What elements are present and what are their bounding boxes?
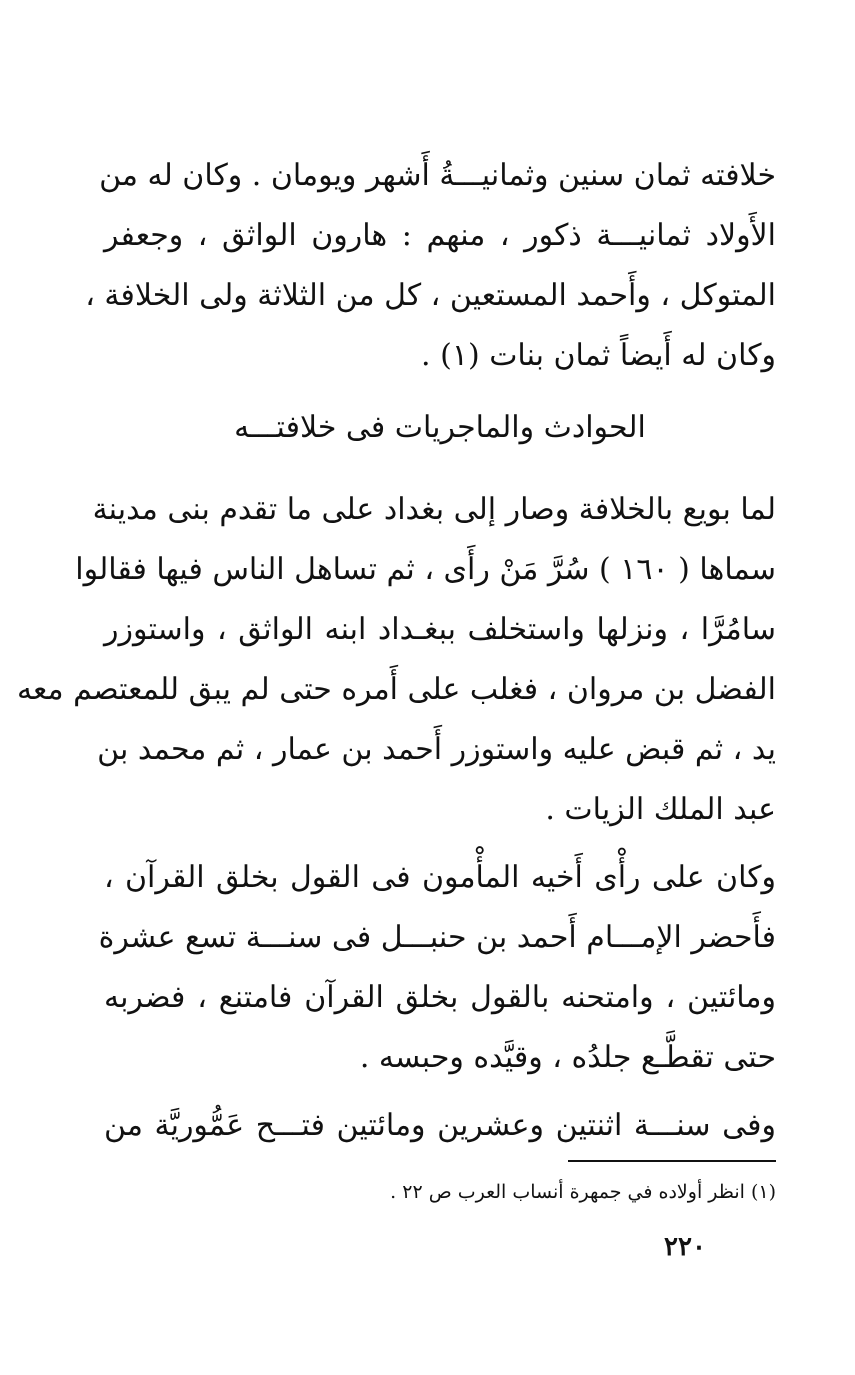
text-line: فأَحضر الإمـــام أَحمد بن حنبـــل فى سنـــة تسع عشرة xyxy=(98,920,776,955)
text-line: عبد الملك الزيات . xyxy=(545,792,776,827)
section-heading: الحوادث والماجريات فى خلافتـــه xyxy=(234,410,646,445)
text-line: الأَولاد ثمانيـــة ذكور ، منهم : هارون الواثق ، وجعفر xyxy=(104,218,776,253)
text-line: لما بويع بالخلافة وصار إلى بغداد على ما تقدم بنى مدينة xyxy=(92,492,776,527)
text-line: وكان له أَيضاً ثمان بنات (١) . xyxy=(421,338,776,373)
footnote: (١) انظر أولاده في جمهرة أنساب العرب ص ٢٢ . xyxy=(390,1181,776,1203)
text-line: خلافته ثمان سنين وثمانيـــةُ أَشهر ويومان . وكان له من xyxy=(99,158,776,193)
footnote-separator xyxy=(568,1160,776,1162)
text-line: وكان على رأْى أَخيه المأْمون فى القول بخلق القرآن ، xyxy=(104,860,776,895)
paragraph-succession xyxy=(85,146,776,386)
text-line: سماها ( ١٦٠ ) سُرَّ مَنْ رأَى ، ثم تساهل الناس فيها فقالوا xyxy=(75,552,776,587)
text-line: ومائتين ، وامتحنه بالقول بخلق القرآن فامتنع ، فضربه xyxy=(104,980,776,1015)
text-line: المتوكل ، وأَحمد المستعين ، كل من الثلاثة ولى الخلافة ، xyxy=(85,278,776,313)
text-line: سامُرَّا ، ونزلها واستخلف ببغـداد ابنه الواثق ، واستوزر xyxy=(104,612,776,647)
text-line: وفى سنـــة اثنتين وعشرين ومائتين فتـــح عَمُّوريَّة من xyxy=(104,1108,776,1143)
text-line: حتى تقطَّـع جلدُه ، وقيَّده وحبسه . xyxy=(359,1040,776,1075)
paragraph-samarra xyxy=(16,480,776,840)
paragraph-amorium xyxy=(104,1096,776,1156)
text-line: يد ، ثم قبض عليه واستوزر أَحمد بن عمار ، ثم محمد بن xyxy=(97,732,776,767)
text-line: الفضل بن مروان ، فغلب على أَمره حتى لم يبق للمعتصم معه xyxy=(16,672,776,707)
page-number: ٢٢٠ xyxy=(664,1232,706,1262)
paragraph-ibn-hanbal xyxy=(98,848,776,1088)
